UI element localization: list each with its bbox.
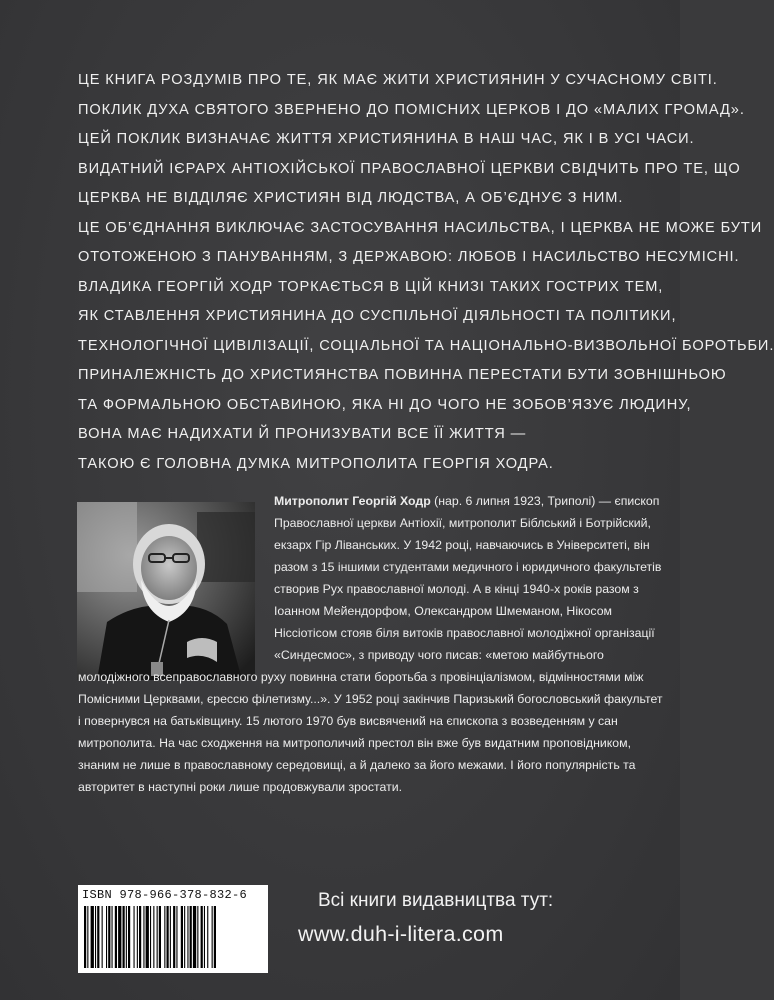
bio-line-text: (нар. 6 липня 1923, Триполі) — єпископ — [430, 494, 660, 508]
blurb-line: ЦЕРКВА НЕ ВІДДІЛЯЄ ХРИСТИЯН ВІД ЛЮДСТВА, А ОБ’ЄДНУЄ З НИМ. — [78, 190, 624, 206]
blurb-line: ЦЕ КНИГА РОЗДУМІВ ПРО ТЕ, ЯК МАЄ ЖИТИ ХРИСТИЯНИН У СУЧАСНОМУ СВІТІ. — [78, 72, 718, 88]
blurb-line: ПОКЛИК ДУХА СВЯТОГО ЗВЕРНЕНО ДО ПОМІСНИХ ЦЕРКОВ І ДО «МАЛИХ ГРОМАД». — [78, 101, 745, 118]
bio-line: разом з 15 іншими студентами медичного і юридичного факультетів — [274, 560, 662, 574]
bio-line: молодіжного всеправославного руху повинна стати боротьба з провінціалізмом, відмінностями між — [78, 670, 644, 684]
blurb-line: ВЛАДИКА ГЕОРГІЙ ХОДР ТОРКАЄТЬСЯ В ЦІЙ КНИЗІ ТАКИХ ГОСТРИХ ТЕМ, — [78, 278, 664, 295]
bio-line: авторитет в наступні роки лише продовжували зростати. — [78, 780, 402, 794]
bio-line: знаним не лише в православному середовищі, а й далеко за його межами. І його популярність та — [78, 758, 636, 772]
bio-line — [274, 490, 659, 512]
bio-line: Православної церкви Антіохії, митрополит Біблський і Ботрійский, — [274, 516, 651, 530]
blurb-line: ВОНА МАЄ НАДИХАТИ Й ПРОНИЗУВАТИ ВСЕ ЇЇ ЖИТТЯ — — [78, 426, 527, 442]
isbn-number: ISBN 978-966-378-832-6 — [82, 888, 248, 902]
isbn-barcode — [78, 885, 268, 973]
publisher-site-label: Всі книги видавництва тут: — [318, 890, 554, 911]
blurb-text — [78, 66, 774, 479]
bio-line: екзарх Гір Ліванських. У 1942 році, навчаючись в Університеті, він — [274, 538, 650, 552]
bio-line: Ніссіотісом стояв біля витоків православної молодіжної організації — [274, 626, 655, 640]
blurb-line: ЦЕЙ ПОКЛИК ВИЗНАЧАЄ ЖИТТЯ ХРИСТИЯНИНА В НАШ ЧАС, ЯК І В УСІ ЧАСИ. — [78, 131, 695, 147]
blurb-line: ЦЕ ОБ’ЄДНАННЯ ВИКЛЮЧАЄ ЗАСТОСУВАННЯ НАСИЛЬСТВА, І ЦЕРКВА НЕ МОЖЕ БУТИ — [78, 219, 763, 236]
bio-line: митрополита. На час сходження на митрополичий престол він вже був видатним проповідником, — [78, 736, 631, 750]
bio-line: і повернувся на батьківщину. 15 лютого 1970 був висвячений на єпископа з возведенням у сан — [78, 714, 618, 728]
barcode-icon — [82, 906, 264, 968]
bio-line: Іоанном Мейендорфом, Олександром Шмеманом, Нікосом — [274, 604, 612, 618]
blurb-line: ВИДАТНИЙ ІЄРАРХ АНТІОХІЙСЬКОЇ ПРАВОСЛАВНОЇ ЦЕРКВИ СВІДЧИТЬ ПРО ТЕ, ЩО — [78, 160, 741, 177]
author-portrait-illustration — [77, 502, 255, 680]
bio-line: Помісними Церквами, єрессю філетизму...». У 1952 році закінчив Паризький богословський факультет — [78, 692, 663, 706]
author-name: Митрополит Георгій Ходр — [274, 494, 431, 508]
blurb-line: ТЕХНОЛОГІЧНОЇ ЦИВІЛІЗАЦІЇ, СОЦІАЛЬНОЇ ТА НАЦІОНАЛЬНО-ВИЗВОЛЬНОЇ БОРОТЬБИ. — [78, 337, 774, 354]
blurb-line: ТА ФОРМАЛЬНОЮ ОБСТАВИНОЮ, ЯКА НІ ДО ЧОГО НЕ ЗОБОВ’ЯЗУЄ ЛЮДИНУ, — [78, 396, 692, 413]
bio-line: «Синдесмос», з приводу чого писав: «метою майбутнього — [274, 648, 604, 662]
blurb-line: ОТОТОЖЕНОЮ З ПАНУВАННЯМ, З ДЕРЖАВОЮ: ЛЮБОВ І НАСИЛЬСТВО НЕСУМІСНІ. — [78, 249, 740, 265]
author-photo — [77, 502, 255, 680]
blurb-line: ПРИНАЛЕЖНІСТЬ ДО ХРИСТИЯНСТВА ПОВИННА ПЕРЕСТАТИ БУТИ ЗОВНІШНЬОЮ — [78, 367, 727, 383]
publisher-site-url[interactable]: www.duh-i-litera.com — [298, 922, 504, 946]
bio-line: створив Рух православної молоді. А в кінці 1940-х років разом з — [274, 582, 639, 596]
blurb-line: ЯК СТАВЛЕННЯ ХРИСТИЯНИНА ДО СУСПІЛЬНОЇ ДІЯЛЬНОСТІ ТА ПОЛІТИКИ, — [78, 308, 677, 324]
blurb-line: ТАКОЮ Є ГОЛОВНА ДУМКА МИТРОПОЛИТА ГЕОРГІЯ ХОДРА. — [78, 455, 554, 472]
